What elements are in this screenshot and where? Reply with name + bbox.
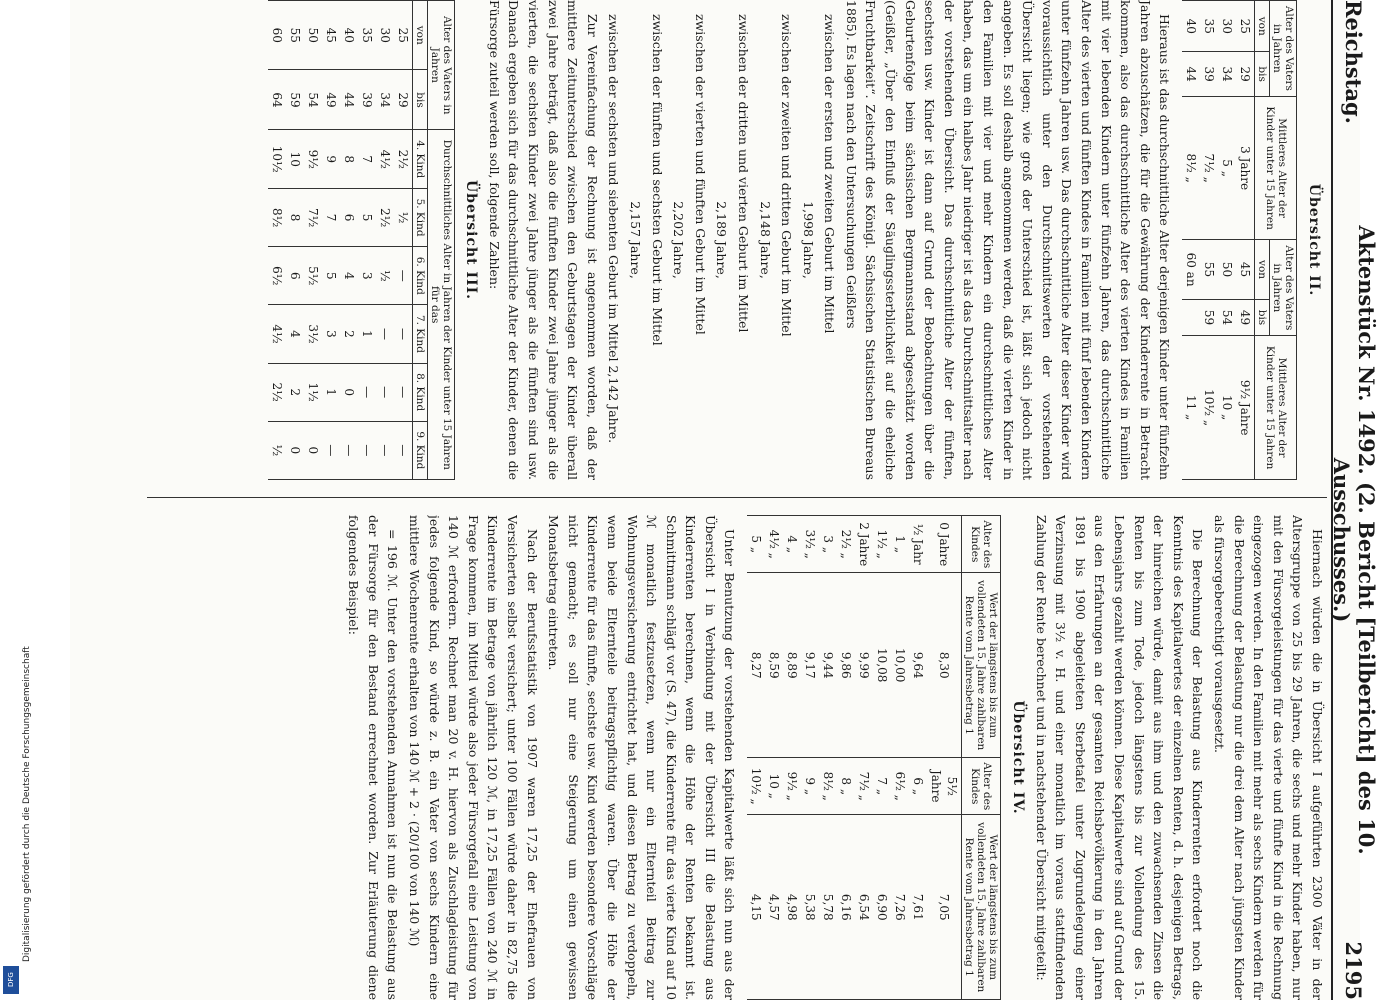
table-ii [1182,0,1297,480]
table-iii-cell: 25 [394,1,413,70]
table-iii-cell: 40 [340,1,358,70]
dfg-sidebar [0,0,32,1000]
table-iv-cell: 8½ „ [820,757,838,814]
table-iii-subheader-row [412,1,427,480]
table-iv-row [838,516,856,1000]
table-iv-row [892,516,910,1000]
table-iii-cell: 44 [340,70,358,130]
table-iii-cell: 59 [286,70,304,130]
interval-line: 2,157 Jahre, [627,201,643,279]
table-iv-cell: 7 „ [874,757,892,814]
table-ii-row [1218,1,1236,480]
table-ii-cell: 25 [1236,1,1255,52]
paragraph: Nach der Berufsstatistik von 1907 waren 17,25 der Ehefrauen von Versicherten selbst versichert; unter 100 Fällen würde daher in 82,75 die Kinderrente im Betrage von jährlich 120 ℳ, in 17,25 Fällen von 240 ℳ in Frage kommen, im Mittel würde also jeder Fürsorgefall eine Leistung von 140 ℳ erfordern. Rechnet man 20 v. H. hiervon als Zuschlagleistung für jedes folgende Kind, so würde z. B. ein Vater von sechs Kindern eine mittlere Wochenrente erhalten von 140 ℳ + 2 · (20/100 von 140 ℳ) [407,515,540,1000]
table-iv-cell: 7,05 [928,815,963,1000]
table-ii-cell: 55 [1200,240,1218,299]
interval-list [604,0,840,480]
rotated-page-content [135,0,1379,1000]
table-iv-row [874,516,892,1000]
paragraph: Zur Vereinfachung der Rechnung ist angenommen worden, daß der mittlere Zeitunterschied zwischen den Geburtstagen der Kinder überall zwei Jahre beträgt, daß also die fünften Kinder zwei Jahre jünger als die vierten, die sechsten Kinder zwei Jahre jünger als die fünften sind usw. Danach ergeben sich für das durchschnittliche Alter der Kinder, denen die Fürsorge zuteil werden soll, folgende Zahlen: [486,0,600,480]
table-iii-cell: 8 [286,189,304,247]
table-ii-header: Mittleres Alter der Kinder unter 15 Jahren [1255,336,1297,480]
table-iv-cell: 10 „ [766,757,784,814]
table-iii-cell: 60 [268,1,286,70]
table-iii-cell: 1½ [304,363,322,421]
page-header [1329,0,1379,1000]
table-iv-header: Alter des Kindes [962,516,1001,573]
table-iv-cell: 8 „ [838,757,856,814]
column-divider [147,497,1327,498]
table-iv-cell: 5½ Jahre [928,757,963,814]
table-iv-cell: 9,64 [910,573,928,758]
table-iv-row [748,516,766,1000]
header-title: Aktenstück Nr. 1492. (2. Bericht [Teilbericht] des 10. Ausschusses.) [1329,225,1379,855]
table-iii-cell: 7 [358,130,376,189]
section-ii-title: Übersicht II. [1306,183,1322,297]
table-iv-header: Wert der längstens bis zum vollendeten 15. Jahre zahlbaren Rente vom Jahresbetrag 1 [962,815,1001,1000]
table-iii-cell: — [358,363,376,421]
table-iii-cell: 5 [358,189,376,247]
table-iii-subheader: 5. Kind [412,189,427,247]
table-iv-row [802,516,820,1000]
digitization-credit: Digitalisierung gefördert durch die Deutsche Forschungsgemeinschaft [22,646,32,962]
table-iii-subheader: 6. Kind [412,247,427,305]
interval-line: zwischen der zweiten und dritten Geburt im Mittel [779,14,795,337]
table-ii-subheader: bis [1255,52,1270,96]
table-ii-cell: 3 Jahre [1236,96,1255,240]
table-iv [748,515,1002,1000]
table-iv-body [748,516,963,1000]
table-ii-cell: 44 [1182,52,1200,96]
table-iv-cell: 5,78 [820,815,838,1000]
table-iv-cell: 6,90 [874,815,892,1000]
table-iv-row [784,516,802,1000]
table-iv-cell: 6,16 [838,815,856,1000]
dfg-logo: DFG [3,966,19,994]
table-iii-body [268,1,413,480]
table-iii-cell: 0 [340,363,358,421]
interval-line: 2,189 Jahre, [714,201,730,279]
table-iii-cell: 35 [358,1,376,70]
table-iii-row [376,1,394,480]
table-iii-subheader: 8. Kind [412,363,427,421]
table-iv-cell: 10,08 [874,573,892,758]
table-ii-cell: 5 „ [1218,96,1236,240]
table-iii-cell: 7 [322,189,340,247]
table-iii-cell: — [322,421,340,479]
table-ii-cell: 8½ „ [1182,96,1200,240]
table-ii-subheader: bis [1255,299,1270,336]
table-iii-cell: 3 [322,305,340,363]
table-iii-row [304,1,322,480]
table-iv-cell: 2 Jahre [856,516,874,573]
table-ii-cell: 34 [1218,52,1236,96]
table-iii-cell: — [394,363,413,421]
table-iv-cell: 8,27 [748,573,766,758]
section-iv-title: Übersicht IV. [1010,700,1027,815]
table-iv-cell: 2½ „ [838,516,856,573]
paragraph: Hiernach würden die in Übersicht I aufgeführten 2300 Väter in der Altersgruppe von 25 bis 29 Jahren, die sechs und mehr Kinder haben, nur mit den Fürsorgeleistungen für das vierte und fünfte Kind in die Rechnung eingezogen werden. In den Familien mit mehr als sechs Kindern werden für die Berechnung der Belastung nur die drei dem Alter nach jüngsten Kinder als fürsorgeberechtigt vorausgesetzt. [1212,515,1325,1000]
interval-line: zwischen der ersten und zweiten Geburt im Mittel [822,14,838,334]
interval-line: 2,202 Jahre, [671,201,687,279]
table-iii-cell: 7½ [304,189,322,247]
table-iii-cell: 5½ [304,247,322,305]
table-iii-cell: 5 [322,247,340,305]
table-ii-cell: 50 [1218,240,1236,299]
table-iii-cell: 3 [358,247,376,305]
table-iv-cell: 3½ „ [802,516,820,573]
interval-line: 1,998 Jahre, [800,201,816,279]
table-ii-cell: 29 [1236,52,1255,96]
table-iii-cell: 45 [322,1,340,70]
table-iii-cell: 10½ [268,130,286,189]
table-iii-cell: 4½ [268,305,286,363]
table-iii-cell: 6 [286,247,304,305]
table-ii-cell: 45 [1236,240,1255,299]
table-iii-cell: 9½ [304,130,322,189]
table-iii-cell: 4 [286,305,304,363]
paragraph: Hieraus ist das durchschnittliche Alter derjenigen Kinder unter fünfzehn Jahren abzuschätzen, die für die Gewährung der Kinderrente in Betracht kommen, also das durchschnittliche Alter des vierten Kindes in Familien mit vier lebenden Kindern unter fünfzehn Jahren, das durchschnittliche Alter des vierten und fünften Kindes in Familien mit fünf lebenden Kindern unter fünfzehn Jahren usw. Das durchschnittliche Alter dieser Kinder wird voraussichtlich unter den Durchschnittswerten der vorstehenden Übersicht liegen; wie groß der Unterschied ist, läßt sich jedoch nicht angeben. Es soll deshalb angenommen werden, daß die vierten Kinder in den Familien mit vier und mehr Kindern ein durchschnittliches Alter haben, das um ein halbes Jahr niedriger ist als das Durchschnittsalter nach der vorstehenden Übersicht. Das durchschnittliche Alter der fünften, sechsten usw. Kinder ist dann auf Grund der Beobachtungen über die Geburtenfolge beim sächsischen Bergmannsstand abgeschätzt worden (Geißler, „Über den Einfluß der Säuglingssterblichkeit auf die eheliche Fruchtbarkeit“. Zeitschrift des Königl. Sächsischen Statistischen Bureaus 1885). Es lagen nach den Untersuchungen Geißlers [843,0,1173,480]
table-iv-row [928,516,963,1000]
table-iv-cell: 1 „ [892,516,910,573]
table-iii-cell: 2 [286,363,304,421]
table-iv-header: Wert der längstens bis zum vollendeten 15. Jahre zahlbaren Rente vom Jahresbetrag 1 [962,573,1001,758]
table-iii-row [340,1,358,480]
table-ii-cell: 40 [1182,1,1200,52]
interval-line: zwischen der dritten und vierten Geburt im Mittel [735,14,751,333]
table-iii-cell: ½ [268,421,286,479]
header-left: Reichstag. [1341,0,1367,124]
table-ii-cell: 11 „ [1182,336,1200,480]
table-iv-cell: 9½ „ [784,757,802,814]
table-ii-cell: 10 „ [1218,336,1236,480]
table-iii-cell: 4½ [376,130,394,189]
table-iii-subheader: 7. Kind [412,305,427,363]
table-ii-cell: 59 [1200,299,1218,336]
table-iii-cell: 10 [286,130,304,189]
table-iv-row [766,516,784,1000]
table-ii-cell [1182,299,1200,336]
table-iii-cell: — [394,421,413,479]
table-iii-cell: 1 [322,363,340,421]
table-iv-cell: 9 „ [802,757,820,814]
table-iii-cell: 2½ [268,363,286,421]
table-iv-header: Alter des Kindes [962,757,1001,814]
interval-line: 2,148 Jahre, [757,201,773,279]
table-iii-cell: 54 [304,70,322,130]
table-iii-cell: 1 [358,305,376,363]
table-iv-cell: 4,57 [766,815,784,1000]
table-iii-row [322,1,340,480]
table-ii-row [1236,1,1255,480]
table-iii-cell: 0 [286,421,304,479]
interval-line: zwischen der fünften und sechsten Geburt im Mittel [649,14,665,346]
table-iv-cell: 9,99 [856,573,874,758]
table-ii-row [1182,1,1200,480]
left-column [147,0,1327,480]
table-iii-cell: 29 [394,70,413,130]
table-iii-cell: 0 [304,421,322,479]
table-iii-cell: 6 [340,189,358,247]
table-iv-cell: 4½ „ [766,516,784,573]
table-ii-cell: 49 [1236,299,1255,336]
table-iii-cell: 2½ [394,130,413,189]
right-column [147,515,1327,1000]
table-ii-cell: 7½ „ [1200,96,1218,240]
table-ii-cell: 54 [1218,299,1236,336]
table-iii-cell: 9 [322,130,340,189]
table-iv-cell: 6,54 [856,815,874,1000]
table-iii-cell: — [340,421,358,479]
table-iii-cell: ½ [394,189,413,247]
interval-line: zwischen der vierten und fünften Geburt im Mittel [692,14,708,335]
paragraph: = 196 ℳ. Unter den vorstehenden Annahmen ist nun die Belastung aus der Fürsorge für den Bestand errechnet worden. Zur Erläuterung diene folgendes Beispiel: [346,515,401,1000]
scanned-page [70,0,1379,1000]
table-iii-cell: 3½ [304,305,322,363]
table-ii-cell: 30 [1218,1,1236,52]
table-ii-subheader: von [1255,240,1270,299]
table-ii-body [1182,1,1255,480]
table-ii-header: Mittleres Alter der Kinder unter 15 Jahren [1255,96,1297,240]
table-iv-cell: 5,38 [802,815,820,1000]
table-iii-cell: 49 [322,70,340,130]
table-iv-row [820,516,838,1000]
table-ii-cell: 60 an [1182,240,1200,299]
table-iv-cell: 7½ „ [856,757,874,814]
table-iii-cell: 8 [340,130,358,189]
interval-line: zwischen der sechsten und siebenten Geburt im Mittel 2,142 Jahre. [606,14,622,444]
table-iv-cell: 8,89 [784,573,802,758]
table-iii-cell: ½ [376,247,394,305]
table-iii-cell: 8½ [268,189,286,247]
table-ii-row [1200,1,1218,480]
table-iv-cell: 9,44 [820,573,838,758]
table-iii-row [268,1,286,480]
table-iv-cell: 3 „ [820,516,838,573]
table-iii-cell: 64 [268,70,286,130]
table-iv-cell: 7,61 [910,815,928,1000]
table-ii-subheader: von [1255,1,1270,52]
table-iii-cell: 30 [376,1,394,70]
table-iv-cell: 7,26 [892,815,910,1000]
table-iii-cell: 50 [304,1,322,70]
table-iv-cell: 8,30 [928,573,963,758]
table-iii-cell: — [394,247,413,305]
section-iii-title: Übersicht III. [463,179,480,301]
table-iii-cell: — [358,421,376,479]
table-iii-cell: 34 [376,70,394,130]
table-ii-header: Alter des Vaters in Jahren [1270,240,1297,336]
table-iv-cell: 4,15 [748,815,766,1000]
table-iv-cell: 8,59 [766,573,784,758]
table-iii-cell: 55 [286,1,304,70]
paragraph: Die Berechnung der Belastung aus Kinderrenten erfordert noch die Kenntnis des Kapitalwertes der einzelnen Renten, d. h. desjenigen Betrags, der hinreichen würde, damit aus ihm und den zuwachsenden Zinsen die Renten bis zum Tode, jedoch längstens bis zur Vollendung des 15. Lebensjahrs gezahlt werden können. Diese Kapitalwerte sind auf Grund der aus den Erfahrungen an der gesamten Reichsbevölkerung in den Jahren 1891 bis 1900 abgeleiteten Sterbetafel unter Zugrundelegung einer Verzinsung mit 3½ v. H. und einer monatlich im voraus stattfindenden Zahlung der Rente berechnet und in nachstehender Übersicht mitgeteilt: [1033,515,1206,1000]
table-iv-cell: ½ Jahr [910,516,928,573]
table-iv-cell: 5 „ [748,516,766,573]
table-iv-cell: 6½ „ [892,757,910,814]
paragraph: Unter Benutzung der vorstehenden Kapitalwerte läßt sich nun aus der Übersicht I in Verbindung mit der Übersicht III die Belastung aus Kinderrenten berechnen, wenn die Höhe der Renten bekannt ist. Schmittmann schlägt vor (S. 47), die Kinderrente für das vierte Kind auf 10 ℳ monatlich festzusetzen, wenn nur ein Elternteil Beitrag zur Wohnungsversicherung entrichtet hat, und diesen Betrag zu verdoppeln, wenn beide Elternteile beitragspflichtig waren. Über die Höhe der Kinderrente für das fünfte, sechste usw. Kind werden besondere Vorschläge nicht gemacht; es soll nur eine Steigerung um einen gewissen Monatsbetrag eintreten. [546,515,738,1000]
table-iv-row [856,516,874,1000]
table-iii-subheader: 9. Kind [412,421,427,479]
table-iii-row [394,1,413,480]
table-iv-cell: 4,98 [784,815,802,1000]
table-iii [268,0,455,480]
table-iii-header: Alter des Vaters in Jahren [427,1,454,130]
page-number: 2195 [1341,941,1367,1000]
table-iii-subheader: bis [412,70,427,130]
table-iii-row [286,1,304,480]
table-iii-cell: — [376,421,394,479]
table-iv-cell: 6 „ [910,757,928,814]
table-iii-cell: — [394,305,413,363]
table-iii-cell: 39 [358,70,376,130]
table-iii-subheader: von [412,1,427,70]
table-ii-cell: 35 [1200,1,1218,52]
table-iv-cell: 10½ „ [748,757,766,814]
table-iv-cell: 4 „ [784,516,802,573]
table-iii-header: Durchschnittliches Alter in Jahren der Kinder unter 15 Jahren für das [427,130,454,480]
table-iv-cell: 9,86 [838,573,856,758]
table-iv-cell: 1½ „ [874,516,892,573]
table-ii-cell: 9½ Jahre [1236,336,1255,480]
table-ii-header: Alter des Vaters in Jahren [1270,1,1297,97]
table-iv-cell: 9,17 [802,573,820,758]
table-iii-cell: 4 [340,247,358,305]
table-iii-cell: — [376,363,394,421]
table-iv-cell: 0 Jahre [928,516,963,573]
table-ii-cell: 10½ „ [1200,336,1218,480]
table-iv-cell: 10,00 [892,573,910,758]
table-iii-row [358,1,376,480]
table-iii-cell: — [376,305,394,363]
table-iii-cell: 2 [340,305,358,363]
table-iii-cell: 6½ [268,247,286,305]
table-ii-cell: 39 [1200,52,1218,96]
table-iii-cell: 2½ [376,189,394,247]
table-iii-subheader: 4. Kind [412,130,427,189]
table-iv-row [910,516,928,1000]
